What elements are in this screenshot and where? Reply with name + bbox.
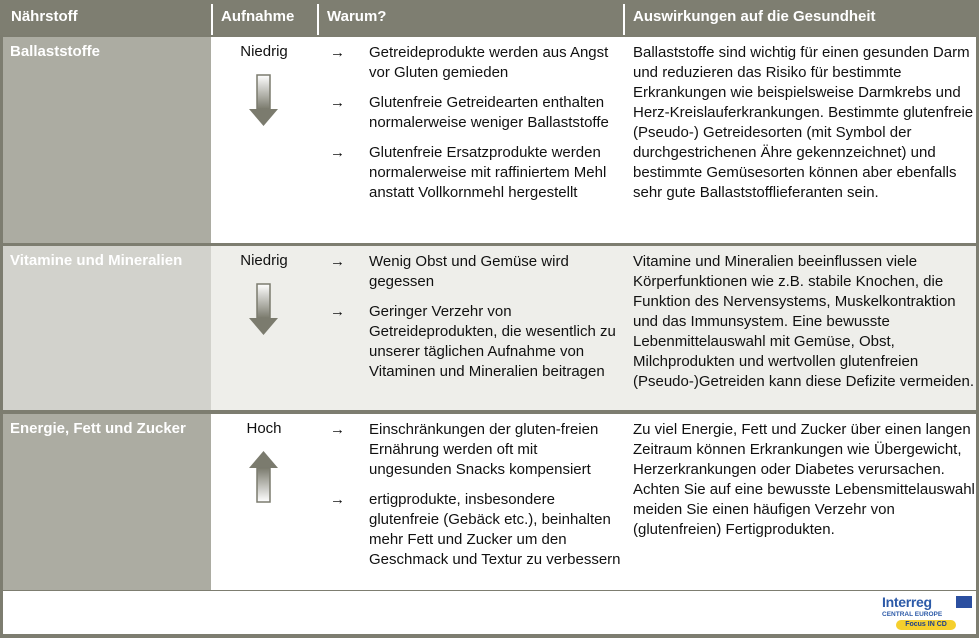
interreg-logo — [882, 594, 972, 632]
intake-level: Niedrig — [240, 43, 288, 60]
logo-subtitle: CENTRAL EUROPE — [882, 611, 943, 618]
logo-wordmark: Interreg — [882, 594, 932, 610]
intake-cell — [213, 414, 315, 590]
arrow-right-icon: → — [330, 44, 345, 61]
table-header — [0, 0, 979, 35]
arrow-right-icon: → — [330, 253, 345, 270]
nutrient-name: Vitamine und Mineralien — [3, 246, 211, 410]
arrow-right-icon: → — [330, 94, 345, 111]
reason-item — [317, 490, 621, 570]
header-aufnahme: Aufnahme — [221, 8, 295, 25]
arrow-right-icon: → — [330, 144, 345, 161]
reasons-cell — [317, 414, 621, 590]
intake-cell — [213, 246, 315, 410]
intake-cell — [213, 37, 315, 243]
effect-text: Ballaststoffe sind wichtig für einen gesunden Darm und reduzieren das Risiko für bestimmte Erkrankungen wie beispielsweise Darmkrebs und Herz-Kreislauferkrankungen. Bestimmte glutenfreie (Pseudo-) Getreidesorten (mit Symbol der durchgestrichenen Ähre gekennzeichnet) und bestimmte Gemüsesorten können aber ebenfalls sehr gute Ballaststofflieferanten sein. — [633, 44, 974, 201]
header-auswirkungen: Auswirkungen auf die Gesundheit — [633, 8, 876, 25]
intake-level: Hoch — [246, 420, 282, 437]
reason-text: Getreideprodukte werden aus Angst vor Gluten gemieden — [369, 44, 609, 81]
reason-text: Glutenfreie Getreidearten enthalten normalerweise weniger Ballaststoffe — [369, 94, 609, 131]
reason-item — [317, 143, 621, 203]
reason-item — [317, 93, 621, 133]
reason-text: Geringer Verzehr von Getreideprodukten, die wesentlich zu unserer täglichen Aufnahme von Vitaminen und Mineralien beitragen — [369, 303, 616, 380]
arrow-right-icon: → — [330, 421, 345, 438]
reason-item — [317, 302, 621, 382]
effect-text: Vitamine und Mineralien beeinflussen viele Körperfunktionen wie z.B. stabile Knochen, die Funktion des Nervensystems, Muskelkontraktion und das Immunsystem. Eine bewusste Lebenmittelauswahl mit Gemüse, Obst, Milchprodukten und wertvollen glutenfreien (Pseudo-)Getreiden kann diese Defizite vermeiden. — [633, 253, 975, 390]
table-row-ballaststoffe — [3, 37, 976, 243]
reason-item — [317, 252, 621, 292]
footer-bar — [3, 591, 976, 634]
table-row-energie — [3, 414, 976, 590]
reason-item — [317, 43, 621, 83]
intake-level: Niedrig — [240, 252, 288, 269]
arrow-down-icon — [249, 283, 279, 339]
arrow-up-icon — [249, 451, 279, 507]
reason-text: Glutenfreie Ersatzprodukte werden normalerweise mit raffiniertem Mehl anstatt Vollkornmehl hergestellt — [369, 144, 607, 201]
eu-flag-icon — [956, 596, 972, 608]
header-warum: Warum? — [327, 8, 387, 25]
reason-text: ertigprodukte, insbesondere glutenfreie (Gebäck etc.), beinhalten mehr Fett und Zucker um den Geschmack und Textur zu verbessern — [369, 491, 621, 568]
arrow-down-icon — [249, 74, 279, 130]
logo-badge: Focus IN CD — [896, 620, 956, 630]
reason-item — [317, 420, 621, 480]
header-naehrstoff: Nährstoff — [11, 8, 78, 25]
reasons-cell — [317, 246, 621, 410]
effect-text: Zu viel Energie, Fett und Zucker über einen langen Zeitraum können Erkrankungen wie Übergewicht, Herzerkrankungen oder Diabetes verursachen. Achten Sie auf eine bewusste Lebensmittelauswahl meiden Sie einen häufigen Verzehr von (glutenfreien) Fertigprodukten. — [633, 421, 975, 538]
nutrient-name: Energie, Fett und Zucker — [3, 414, 211, 590]
arrow-right-icon: → — [330, 303, 345, 320]
reasons-cell — [317, 37, 621, 243]
reason-text: Einschränkungen der gluten-freien Ernährung werden oft mit ungesunden Snacks kompensiert — [369, 421, 599, 478]
arrow-right-icon: → — [330, 491, 345, 508]
table-row-vitamine — [3, 246, 976, 410]
nutrient-name: Ballaststoffe — [3, 37, 211, 243]
reason-text: Wenig Obst und Gemüse wird gegessen — [369, 253, 569, 290]
